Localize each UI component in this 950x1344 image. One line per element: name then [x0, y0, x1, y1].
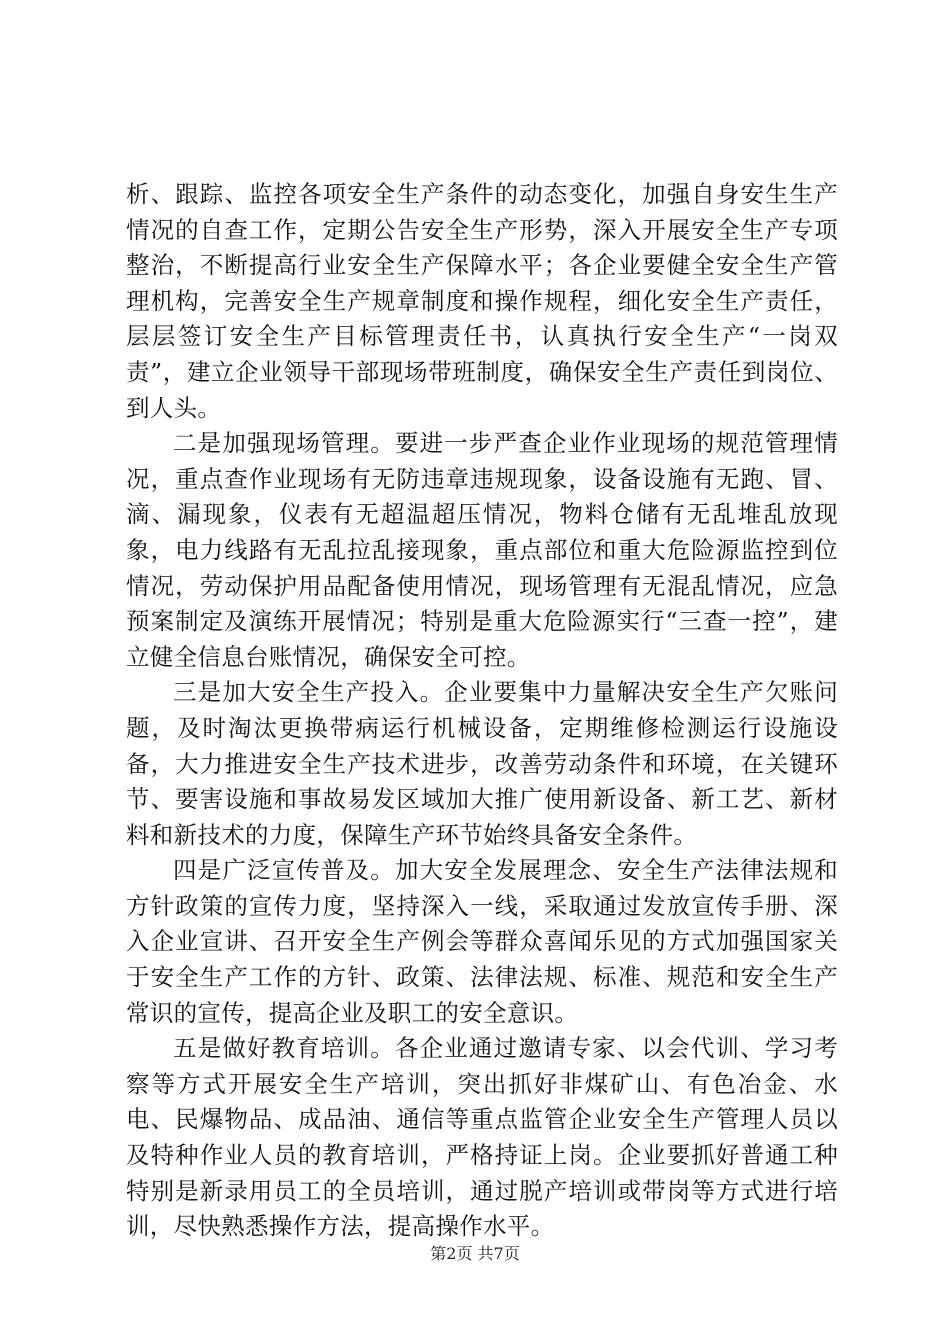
paragraph-site-management: 二是加强现场管理。要进一步严查企业作业现场的规范管理情况，重点查作业现场有无防违章违规现象，设备设施有无跑、冒、滴、漏现象，仪表有无超温超压情况，物料仓储有无乱堆乱放现象，电力线路有无乱拉乱接现象，重点部位和重大危险源监控到位情况，劳动保护用品配备使用情况，现场管理有无混乱情况，应急预案制定及演练开展情况；特别是重大危险源实行“三查一控”，建立健全信息台账情况，确保安全可控。: [126, 429, 838, 671]
paragraph-training: 五是做好教育培训。各企业通过邀请专家、以会代训、学习考察等方式开展安全生产培训，突出抓好非煤矿山、有色冶金、水电、民爆物品、成品油、通信等重点监管企业安全生产管理人员以及特种作业人员的教育培训，严格持证上岗。企业要抓好普通工种特别是新录用员工的全员培训，通过脱产培训或带岗等方式进行培训，尽快熟悉操作方法，提高操作水平。: [126, 1034, 838, 1241]
paragraph-publicity: 四是广泛宣传普及。加大安全发展理念、安全生产法律法规和方针政策的宣传力度，坚持深入一线，采取通过发放宣传手册、深入企业宣讲、召开安全生产例会等群众喜闻乐见的方式加强国家关于安全生产工作的方针、政策、法律法规、标准、规范和安全生产常识的宣传，提高企业及职工的安全意识。: [126, 856, 838, 1027]
page-footer: [0, 1244, 950, 1264]
paragraph-continuation: 析、跟踪、监控各项安全生产条件的动态变化，加强自身安生生产情况的自查工作，定期公告安全生产形势，深入开展安全生产专项整治，不断提高行业安全生产保障水平；各企业要健全安全生产管理机构，完善安全生产规章制度和操作规程，细化安全生产责任，层层签订安全生产目标管理责任书，认真执行安全生产“一岗双责”，建立企业领导干部现场带班制度，确保安全生产责任到岗位、到人头。: [126, 180, 838, 422]
document-body: [126, 177, 838, 1245]
paragraph-safety-investment: 三是加大安全生产投入。企业要集中力量解决安全生产欠账问题，及时淘汰更换带病运行机械设备，定期维修检测运行设施设备，大力推进安全生产技术进步，改善劳动条件和环境，在关键环节、要害设施和事故易发区域加大推广使用新设备、新工艺、新材料和新技术的力度，保障生产环节始终具备安全条件。: [126, 678, 838, 849]
page-number: 第2页 共7页: [430, 1244, 520, 1263]
